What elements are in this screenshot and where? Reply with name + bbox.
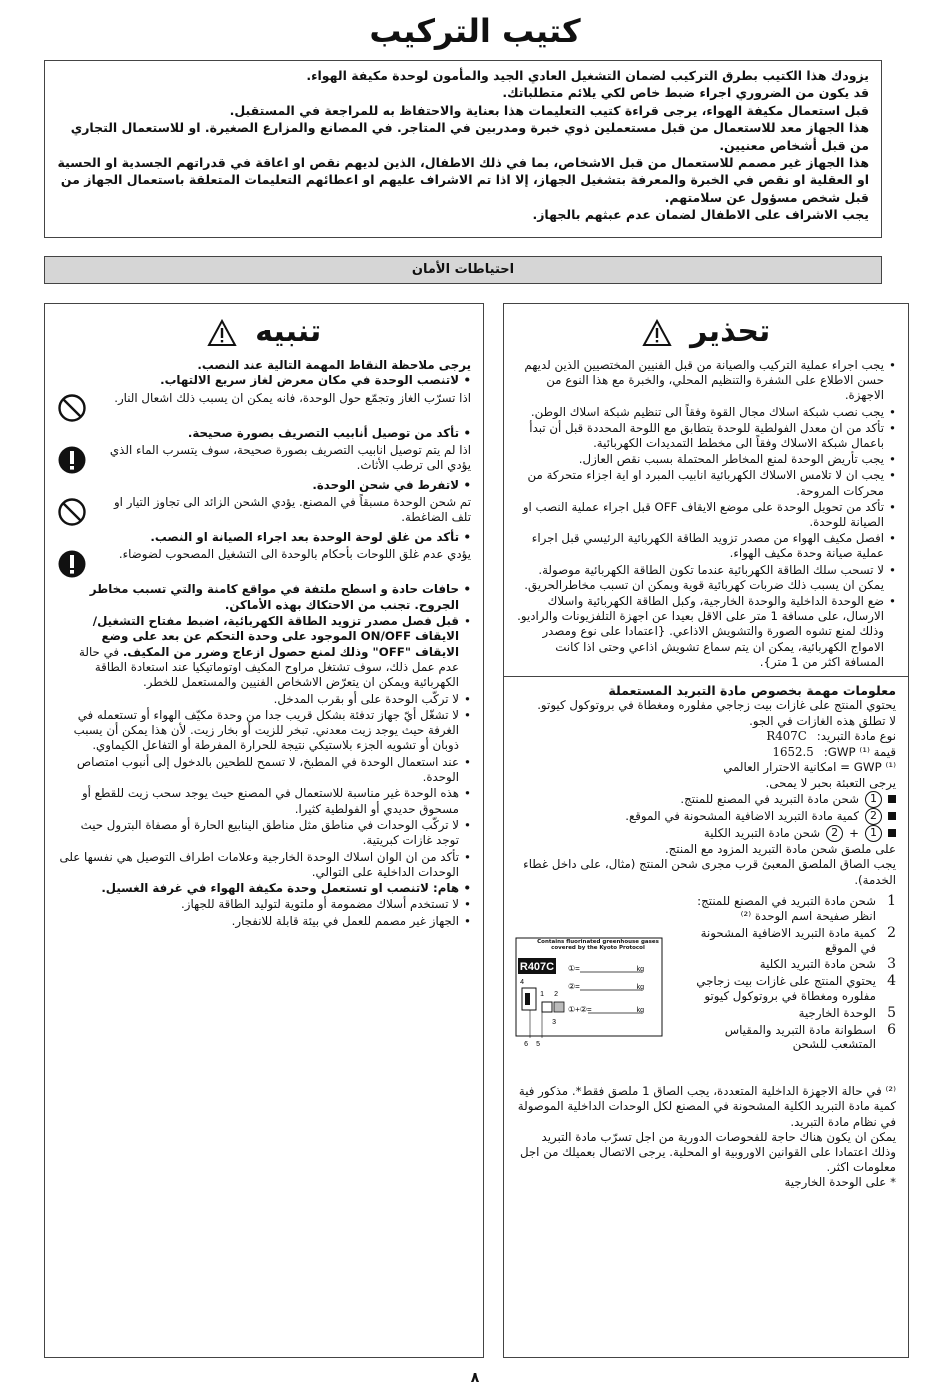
caution-heading bbox=[45, 310, 483, 354]
caution-column bbox=[44, 303, 484, 1358]
square-bullet-icon bbox=[888, 795, 896, 803]
list-item: • هام: لاتنصب او تستعمل وحدة مكيفة الهواء في غرفة الغسيل. bbox=[57, 881, 471, 896]
label-callout: 6 bbox=[524, 1041, 528, 1049]
refrigerant-intro: لا تطلق هذه الغازات في الجو. bbox=[749, 713, 896, 728]
circle-2-icon: 2 bbox=[865, 808, 882, 825]
page-number: ٨ bbox=[470, 1370, 480, 1386]
caution-row bbox=[57, 547, 471, 579]
warning-heading-text: تحذير bbox=[690, 314, 771, 349]
label-gas-name: R407C bbox=[519, 961, 555, 974]
label-diagram-area bbox=[514, 894, 896, 1084]
label-callout: 1 bbox=[540, 991, 544, 999]
charge-line bbox=[514, 791, 896, 808]
warning-column bbox=[503, 303, 909, 1358]
numbered-list bbox=[691, 894, 896, 1054]
item-number: 3 bbox=[887, 956, 896, 973]
caution-row bbox=[57, 391, 471, 423]
label-unit: kg bbox=[636, 966, 644, 974]
list-item: • تأكد من تحويل الوحدة على موضع الايقاف OFF قبل اجراء عملية النصب او الصيانة للوحدة. bbox=[514, 500, 896, 530]
caution-lead: يرجى ملاحظة النقاط المهمة التالية عند النصب. bbox=[197, 358, 471, 372]
label-row-2: ②= bbox=[568, 982, 580, 992]
power-text: في حالة عدم عمل ذلك، سوف تشتغل مراوح المكيف اوتوماتيكيا عند استعادة الطاقة الكهربائية ويمكن ان يتعرّض الاشخاص الفنيين والمستعمل للخطر. bbox=[79, 644, 459, 690]
list-item: • يجب نصب شبكة اسلاك مجال القوة وفقاً الى تنظيم شبكة اسلاك الوطن. bbox=[514, 405, 896, 420]
list-item: • لا تركّب الوحدات في مناطق مثل مناطق الينابيع الحارة أو مصفاة البترول حيث توجد غازات كبريتية. bbox=[57, 818, 471, 849]
square-bullet-icon bbox=[888, 829, 896, 837]
caution-row bbox=[57, 443, 471, 475]
charge-line bbox=[514, 825, 896, 842]
plus-sign: + bbox=[849, 825, 859, 840]
refrigerant-type-label: نوع مادة التبريد: bbox=[816, 729, 896, 744]
gwp-label: قيمة GWP ⁽¹⁾: bbox=[823, 744, 896, 759]
refrigerant-info bbox=[504, 677, 908, 1190]
list-item: • يجب اجراء عملية التركيب والصيانة من قبل الفنيين المختصيين الذين لديهم حسن الاطلاع على الشفرة والتنظيم المحلي، والخبرة مع هذا النوع من الاجهزة. bbox=[514, 358, 896, 404]
charge-line-text: شحن مادة التبريد في المصنع للمنتج. bbox=[680, 791, 859, 806]
caution-icon-list bbox=[57, 426, 471, 441]
caution-row bbox=[57, 495, 471, 527]
intro-line: هذا الجهاز غير مصمم للاستعمال من قبل الاشخاص، بما في ذلك الاطفال، الذين لديهم نقص او اعاقة في قدراتهم الجسدية او الحسية او العقلية او نقص في الخبرة والمعرفة بتشغيل الجهاز، إلا اذا تم الاشراف عليهم او اعطائهم التعليمات المتعلقة باستعمال الجهاز من قبل شخص مسؤول عن سلامتهم. bbox=[57, 155, 869, 205]
power-bold-text: قبل فصل مصدر تزويد الطاقة الكهربائية، اضبط مفتاح التشغيل/الايقاف ON/OFF الموجود على وحدة التحكم عن بعد على وضع الايقاف "OFF" وذلك لمنع حصول ازعاج وضرر من المكيف. bbox=[92, 614, 459, 659]
list-item: • لاتنصب الوحدة في مكان معرض لغاز سريع الالتهاب. bbox=[57, 373, 471, 388]
list-item: • ضع الوحدة الداخلية والوحدة الخارجية، وكبل الطاقة الكهربائية واسلاك الارسال، على مسافة 1 متر على الاقل بعيدا عن اجهزة التلفزيونات والراديو. وذلك لمنع تشوه الصورة والتشويش الاذاعي. {اعتمادا على نوع ومصدر الامواج الكهربائية، يمكن ان يتم سماع تشويش اذاعي وحتى اذا كانت المسافة اكثر من 1 متر}. bbox=[514, 594, 896, 670]
refrigerant-label-diagram bbox=[514, 936, 664, 1054]
list-item bbox=[691, 974, 896, 1004]
item-text: كمية مادة التبريد الاضافية المشحونة في الموقع bbox=[700, 925, 876, 955]
page-title: كتيب التركيب bbox=[369, 12, 581, 50]
label-row-3: ①+②= bbox=[568, 1005, 592, 1015]
intro-line: يجب الاشراف على الاطفال لضمان عدم عبثهم بالجهاز. bbox=[532, 207, 869, 223]
item-text: يحتوي المنتج على غازات بيت زجاجي مفلوره ومغطاة في بروتوكول كيوتو bbox=[696, 974, 876, 1003]
list-item bbox=[691, 926, 896, 956]
list-item: • يجب تأريض الوحدة لمنع المخاطر المحتملة بسبب نقص العازل. bbox=[514, 452, 896, 467]
caution-icon-list bbox=[57, 373, 471, 388]
intro-line: قبل استعمال مكيفة الهواء، يرجى قراءة كتيب التعليمات هذا بعناية والاحتفاظ به للمراجعة في المستقبل. bbox=[229, 102, 869, 118]
charge-line-text: شحن مادة التبريد الكلية bbox=[703, 825, 821, 840]
intro-line: قد يكون من الضروري اجراء ضبط خاص لكي يلائم متطلباتك. bbox=[502, 85, 869, 101]
item-number: 1 bbox=[887, 893, 896, 910]
list-item bbox=[691, 957, 896, 972]
label-callout: 3 bbox=[552, 1019, 556, 1027]
item-text: اسطوانة مادة التبريد والمقياس المتشعب للشحن bbox=[724, 1022, 876, 1052]
gwp-value: 1652.5 bbox=[772, 744, 814, 759]
charge-line bbox=[514, 808, 896, 825]
item-text: شحن مادة التبريد في المصنع للمنتج: انظر صفيحة اسم الوحدة ⁽²⁾ bbox=[697, 894, 876, 923]
gwp-note: ⁽¹⁾ GWP = امكانية الاحترار العالمي bbox=[723, 760, 896, 775]
intro-line: هذا الجهاز معد للاستعمال من قبل مستعملين ذوي خبرة ومدربين في المتاجر. في المصانع والمزارع الصغيرة. او للاستعمال التجاري من قبل أشخاص معنيين. bbox=[70, 120, 869, 153]
circle-1-icon: 1 bbox=[865, 791, 882, 808]
list-item: • لا تركّب الوحدة على أو بقرب المدخل. bbox=[57, 692, 471, 707]
list-item: • لا تشغّل أيّ جهاز تدفئة بشكل قريب جدا من وحدة مكيّف الهواء أو تستعمله في الغرفة حيث يوجد زيت معدني. تبخر للزيت أو بخار زيت. لأن هذا يمكن أن يسبب ذوبان أو تشويه الجزء بلاستيكي نتيجة للحرارة المفرطة أو التفاعل الكيماوي. bbox=[57, 708, 471, 754]
item-number: 2 bbox=[887, 924, 896, 941]
list-item: • لا تستخدم أسلاك مضمومة أو ملتوية لتوليد الطاقة للجهاز. bbox=[57, 897, 471, 912]
label-callout: 2 bbox=[554, 991, 558, 999]
list-item bbox=[691, 894, 896, 924]
intro-box bbox=[44, 60, 882, 238]
label-callout: 4 bbox=[520, 979, 524, 987]
refrigerant-intro: يحتوي المنتج على غازات بيت زجاجي مفلوره ومغطاة في بروتوكول كيوتو. bbox=[537, 698, 896, 713]
gwp-value-row bbox=[514, 745, 896, 760]
prohibit-icon bbox=[57, 497, 87, 527]
stick-note: يجب الصاق الملصق المعبئ قرب مجرى شحن المنتج (مثال، على داخل غطاء الخدمة). bbox=[523, 857, 896, 887]
square-bullet-icon bbox=[888, 812, 896, 820]
caution-row-text: اذا لم يتم توصيل انابيب التصريف بصورة صحيحة، سوف يتسرب الماء الذي يؤدي الى ترطب الأثاث. bbox=[109, 442, 471, 473]
list-item: • يجب ان لا تلامس الاسلاك الكهربائية انابيب المبرد او اية اجزاء متحركة من محركات المروحة. bbox=[514, 468, 896, 498]
list-item: • عند استعمال الوحدة في المطبخ، لا تسمح للطحين بالدخول إلى أنبوب امتصاص الوحدة. bbox=[57, 755, 471, 786]
warning-triangle-icon bbox=[207, 319, 237, 347]
caution-row-text: تم شحن الوحدة مسبقاً في المصنع. يؤدي الشحن الزائد الى تجاوز التيار او تلف الضاغطة. bbox=[113, 495, 471, 525]
list-item: • تأكد من غلق لوحة الوحدة بعد اجراء الصيانة او النصب. bbox=[57, 530, 471, 545]
item-text: الوحدة الخارجية bbox=[798, 1005, 876, 1020]
list-item: • افصل مكيف الهواء من مصدر تزويد الطاقة الكهربائية الرئيسي قبل اجراء عملية صيانة وحدة مكيف الهواء. bbox=[514, 531, 896, 561]
prohibit-icon bbox=[57, 393, 87, 423]
refrigerant-type bbox=[514, 729, 896, 744]
circle-1-icon: 1 bbox=[865, 825, 882, 842]
periodic-check-note: يمكن ان يكون هناك حاجة للفحوصات الدورية من اجل تسرّب مادة التبريد وذلك اعتمادا على القوانين الاوروبية او المحلية. يرجى الاتصال بعميلك من اجل معلومات اكثر. bbox=[519, 1129, 896, 1175]
caution-icon-list bbox=[57, 478, 471, 493]
list-item: • هذه الوحدة غير مناسبة للاستعمال في المصنع حيث يوجد سحب زيت للقطع أو مسحوق حديدي أو الفولطية كثيرا. bbox=[57, 786, 471, 817]
caution-list bbox=[57, 582, 471, 929]
list-item bbox=[57, 614, 471, 690]
caution-icon-list bbox=[57, 530, 471, 545]
label-callout: 5 bbox=[536, 1041, 540, 1049]
label-unit: kg bbox=[636, 984, 644, 992]
caution-heading-text: تنبيه bbox=[255, 314, 322, 349]
intro-line: يزودك هذا الكتيب بطرق التركيب لضمان التشغيل العادي الجيد والمأمون لوحدة مكيفة الهواء. bbox=[306, 68, 869, 83]
label-row-1: ①= bbox=[568, 964, 580, 974]
list-item: • تأكد من ان الوان اسلاك الوحدة الخارجية وعلامات اطراف التوصيل هي نفسها على الوحدات الداخلية على التوالي. bbox=[57, 850, 471, 881]
list-item bbox=[691, 1023, 896, 1053]
item-number: 4 bbox=[887, 973, 896, 990]
refrigerant-title: معلومات مهمة بخصوص مادة التبريد المستعملة bbox=[608, 683, 896, 699]
caution-row-text: يؤدي عدم غلق اللوحات بأحكام بالوحدة الى التشغيل المصحوب لضوضاء. bbox=[118, 547, 471, 562]
footnote-2: ⁽²⁾ في حالة الاجهزة الداخلية المتعددة، يجب الصاق 1 ملصق فقط*. مذكور فية كمية مادة التبريد الكلية المشحونة في المصنع لكل الوحدات الداخلية الموصولة في نظام مادة التبريد. bbox=[517, 1084, 896, 1129]
refrigerant-type-value: R407C bbox=[766, 729, 807, 744]
list-item: • لا تسحب سلك الطاقة الكهربائية عندما تكون الطاقة الكهربائية موصولة. يمكن ان يسبب ذلك ضربات كهربائية قوية ويمكن ان تسبب مخاطرالحريق. bbox=[514, 563, 896, 593]
list-item: • الجهاز غير مصمم للعمل في بيئة قابلة للانفجار. bbox=[57, 914, 471, 929]
label-unit: kg bbox=[636, 1007, 644, 1015]
item-number: 6 bbox=[887, 1021, 896, 1038]
list-item: • لاتفرط في شحن الوحدة. bbox=[57, 478, 471, 493]
safety-precautions-bar: احتياطات الأمان bbox=[44, 256, 882, 284]
star-note: * على الوحدة الخارجية bbox=[784, 1175, 896, 1190]
list-item: • حافات حادة و اسطح ملتفة في مواقع كامنة والتي تسبب مخاطر الجروح. تجنب من الاحتكاك بهذه الأماكن. bbox=[57, 582, 471, 613]
label-header-text: Contains fluorinated greenhouse gases covered by the Kyoto Protocol bbox=[537, 939, 659, 952]
item-text: شحن مادة التبريد الكلية bbox=[759, 957, 876, 972]
fill-note: يرجى التعبئة بحبر لا يمحى. bbox=[765, 775, 896, 790]
sticker-note: على ملصق شحن مادة التبريد المزود مع المنتج. bbox=[664, 841, 896, 856]
list-item bbox=[691, 1006, 896, 1021]
charge-line-text: كمية مادة التبريد الاضافية المشحونة في الموقع. bbox=[625, 808, 859, 823]
mandatory-icon bbox=[57, 549, 87, 579]
mandatory-icon bbox=[57, 445, 87, 475]
list-item: • تأكد من توصيل أنابيب التصريف بصورة صحيحة. bbox=[57, 426, 471, 441]
caution-row-text: اذا تسرّب الغاز وتجمّع حول الوحدة، فانه يمكن ان يسبب ذلك اشعال النار. bbox=[114, 390, 471, 405]
warning-triangle-icon bbox=[642, 319, 672, 347]
list-item: • تأكد من ان معدل الفولطية للوحدة يتطابق مع اللوحة المحددة قبل أن تبدأ باعمال شبكة الاسلاك وفقاً الى مخطط التمديدات الكهربائية. bbox=[514, 421, 896, 451]
item-number: 5 bbox=[887, 1004, 896, 1021]
warning-heading bbox=[504, 310, 908, 354]
circle-2-icon: 2 bbox=[826, 825, 843, 842]
warning-list bbox=[514, 358, 896, 670]
